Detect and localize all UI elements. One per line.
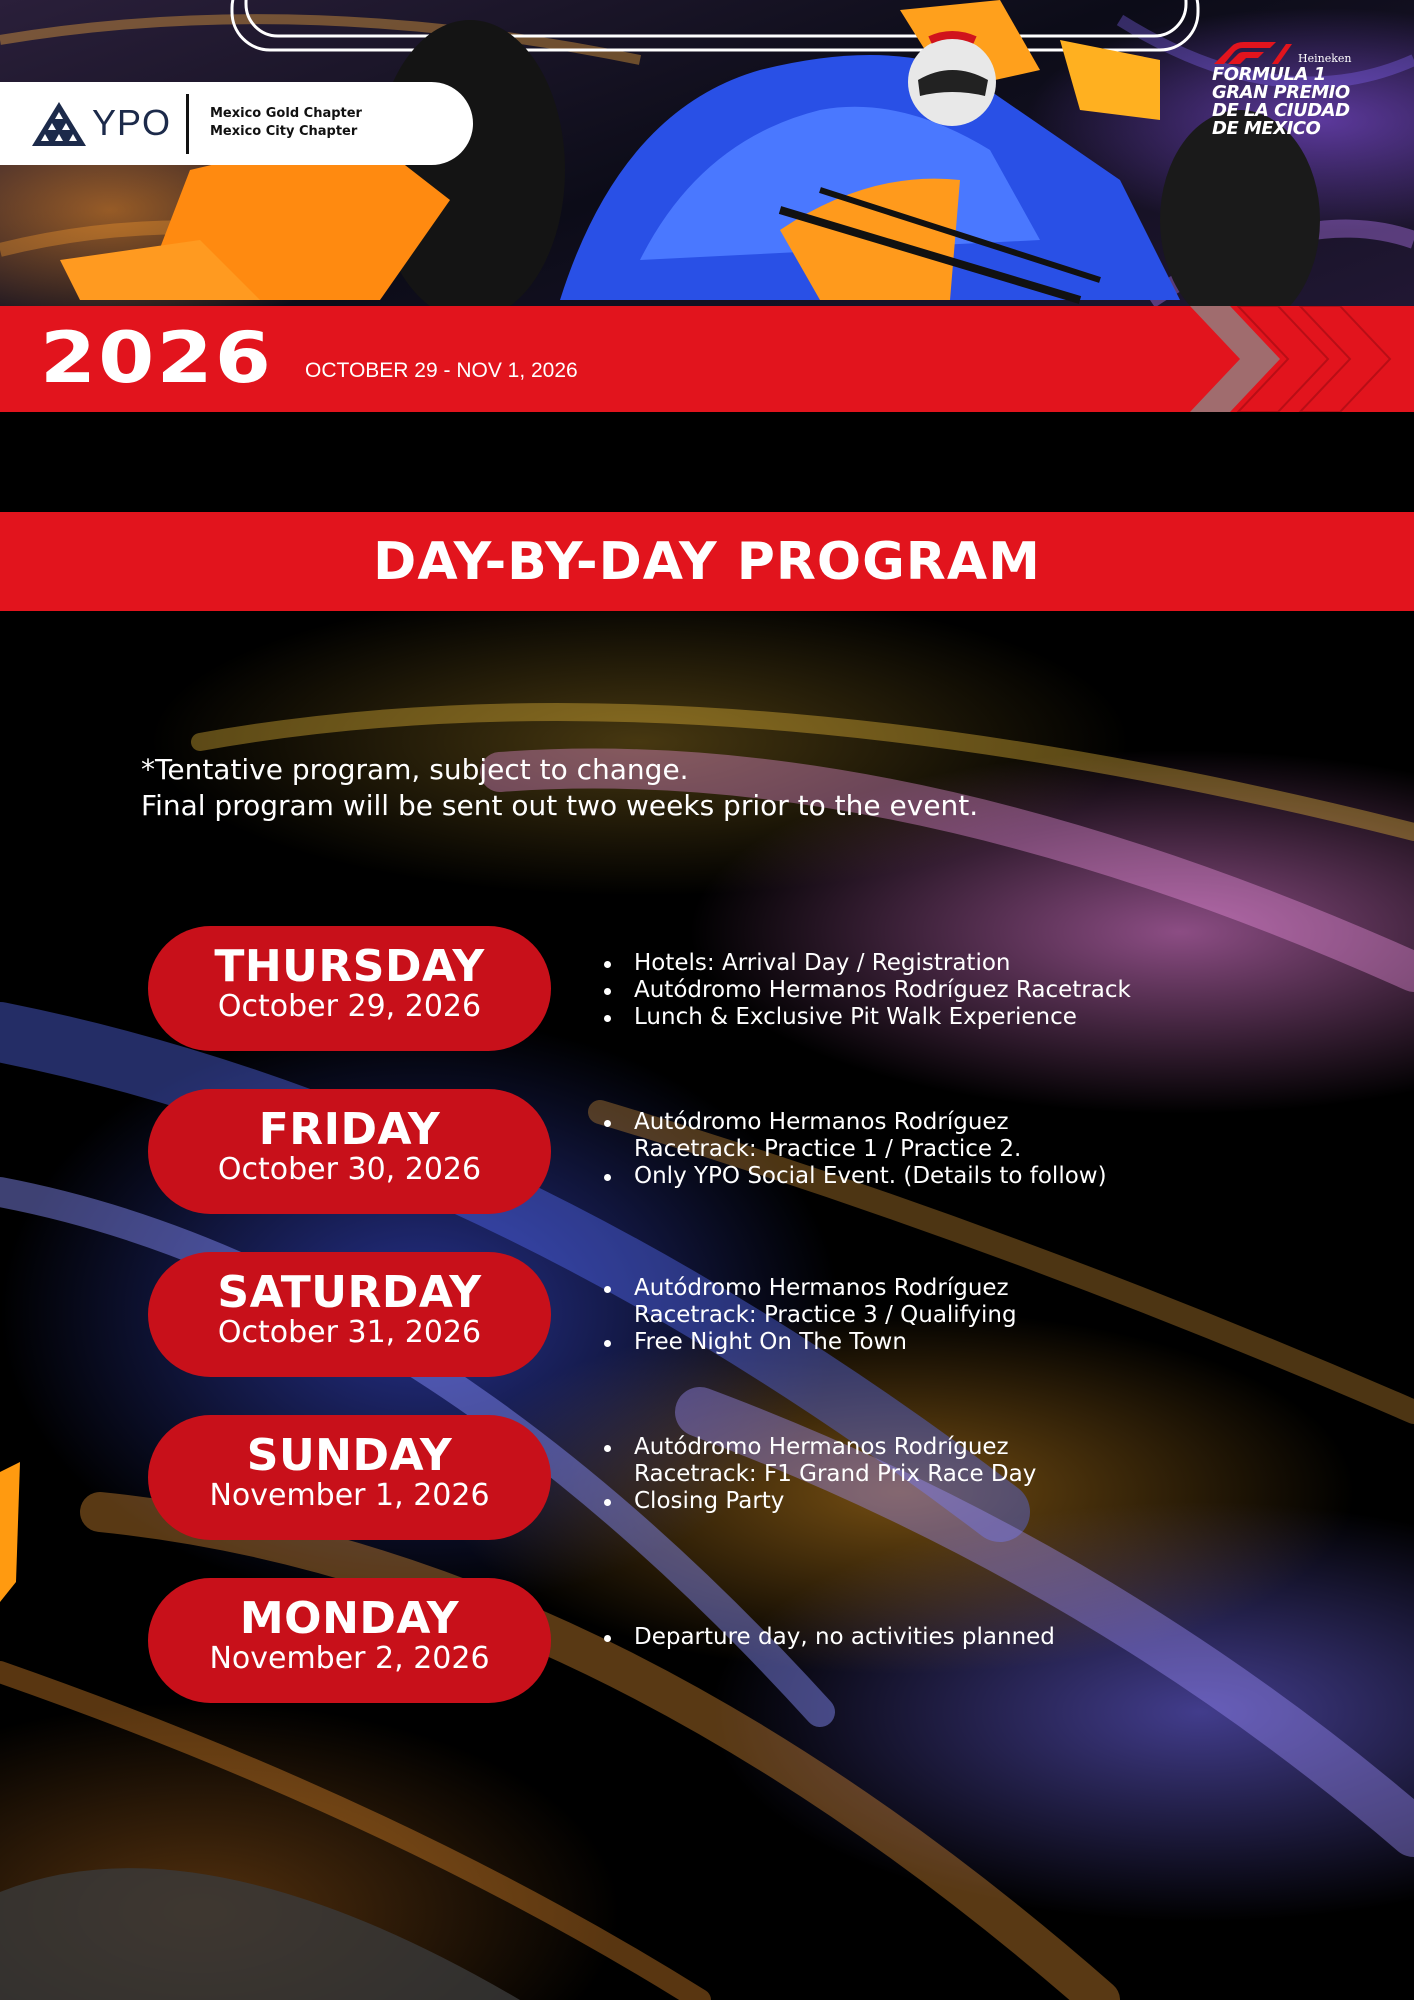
note-line: Final program will be sent out two weeks prior to the event. — [141, 789, 979, 822]
note-line: *Tentative program, subject to change. — [141, 753, 689, 786]
day-name: SATURDAY — [217, 1267, 482, 1318]
activity-list-thursday — [600, 950, 1160, 1031]
hero-banner — [0, 0, 1414, 412]
day-date: November 2, 2026 — [209, 1641, 490, 1676]
f1-logo-line: FORMULA 1 — [1212, 64, 1326, 85]
list-item: Autódromo Hermanos Rodríguez Racetrack — [600, 977, 1160, 1004]
day-name: THURSDAY — [214, 941, 485, 992]
activity-list-sunday — [600, 1434, 1120, 1515]
f1-logo-line: DE MEXICO — [1212, 118, 1321, 139]
day-date: October 31, 2026 — [217, 1315, 482, 1350]
day-pill-thursday — [148, 926, 551, 1051]
day-pill-saturday — [148, 1252, 551, 1377]
chevron-right-icon — [1190, 306, 1414, 412]
chapter-name: Mexico Gold Chapter — [210, 106, 362, 121]
ypo-triangle-icon — [30, 100, 88, 148]
day-date: November 1, 2026 — [209, 1478, 490, 1513]
program-title-bar — [0, 512, 1414, 611]
list-item: Autódromo Hermanos Rodríguez Racetrack: F1 Grand Prix Race Day — [600, 1434, 1120, 1488]
ypo-logo-text: YPO — [92, 102, 172, 143]
list-item: Free Night On The Town — [600, 1329, 1120, 1356]
list-item: Autódromo Hermanos Rodríguez Racetrack: Practice 1 / Practice 2. — [600, 1109, 1120, 1163]
f1-logo-line: DE LA CIUDAD — [1212, 100, 1350, 121]
event-year: 2026 — [40, 317, 274, 399]
day-name: MONDAY — [239, 1593, 460, 1644]
activity-list-monday — [600, 1624, 1160, 1651]
page-title: DAY-BY-DAY PROGRAM — [373, 531, 1041, 592]
day-pill-monday — [148, 1578, 551, 1703]
year-banner — [0, 306, 1414, 412]
day-date: October 29, 2026 — [217, 989, 482, 1024]
list-item: Closing Party — [600, 1488, 1120, 1515]
f1-grand-prix-logo — [1212, 42, 1382, 152]
day-date: October 30, 2026 — [217, 1152, 482, 1187]
day-name: SUNDAY — [246, 1430, 453, 1481]
f1-logo-line: GRAN PREMIO — [1212, 82, 1350, 103]
event-dates: OCTOBER 29 - NOV 1, 2026 — [305, 359, 578, 382]
heineken-brand: Heineken — [1298, 52, 1352, 65]
day-pill-friday — [148, 1089, 551, 1214]
list-item: Lunch & Exclusive Pit Walk Experience — [600, 1004, 1160, 1031]
f1-icon — [1212, 42, 1292, 66]
list-item: Only YPO Social Event. (Details to follow) — [600, 1163, 1120, 1190]
chapter-name: Mexico City Chapter — [210, 124, 358, 139]
divider — [186, 94, 189, 154]
tentative-note — [141, 752, 978, 824]
activity-list-friday — [600, 1109, 1120, 1190]
ypo-chapter-card — [0, 82, 473, 165]
day-pill-sunday — [148, 1415, 551, 1540]
list-item: Hotels: Arrival Day / Registration — [600, 950, 1160, 977]
activity-list-saturday — [600, 1275, 1120, 1356]
list-item: Departure day, no activities planned — [600, 1624, 1160, 1651]
list-item: Autódromo Hermanos Rodríguez Racetrack: Practice 3 / Qualifying — [600, 1275, 1120, 1329]
day-name: FRIDAY — [258, 1104, 441, 1155]
